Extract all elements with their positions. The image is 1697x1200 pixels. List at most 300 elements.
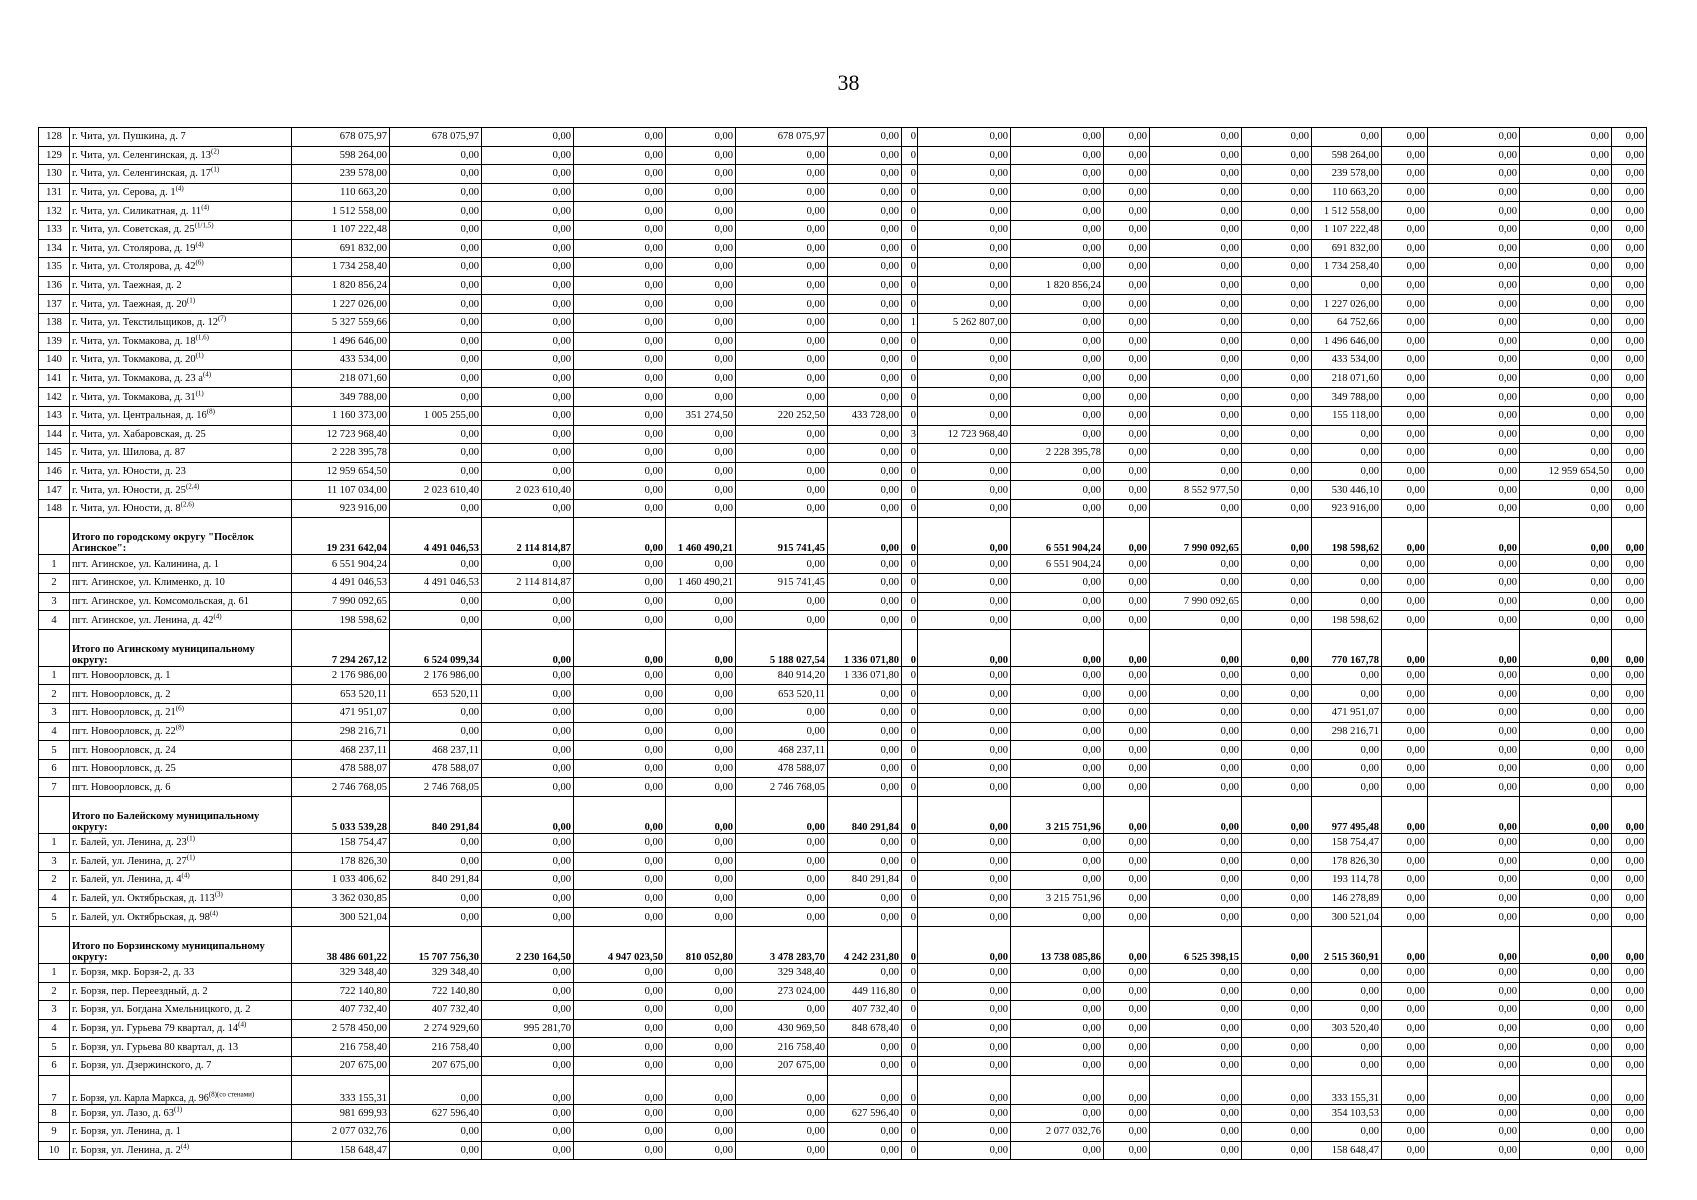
value-cell: 0,00: [1242, 1123, 1312, 1142]
value-cell: 0,00: [1312, 1001, 1382, 1020]
total-label-cell: Итого по Борзинскому муниципальному округу:: [70, 926, 292, 963]
value-cell: 0,00: [1150, 499, 1242, 518]
value-cell: 0,00: [390, 295, 482, 314]
budget-table: [38, 127, 1647, 1160]
value-cell: 468 237,11: [390, 741, 482, 760]
value-cell: 6 551 904,24: [1011, 518, 1104, 555]
value-cell: 0,00: [1428, 165, 1520, 184]
value-cell: 218 071,60: [292, 369, 390, 388]
value-cell: 2 023 610,40: [482, 481, 574, 500]
value-cell: 0,00: [828, 1075, 902, 1104]
value-cell: 7 990 092,65: [1150, 592, 1242, 611]
address-cell: г. Борзя, пер. Переездный, д. 2: [70, 982, 292, 1001]
value-cell: 0,00: [1011, 759, 1104, 778]
value-cell: 146 278,89: [1312, 889, 1382, 908]
value-cell: 0,00: [1612, 574, 1647, 593]
value-cell: 0,00: [1520, 369, 1612, 388]
value-cell: 0,00: [390, 146, 482, 165]
value-cell: 0,00: [1011, 388, 1104, 407]
value-cell: 300 521,04: [1312, 908, 1382, 927]
value-cell: 0,00: [1312, 425, 1382, 444]
value-cell: 0,00: [482, 1104, 574, 1123]
row-number-cell: 139: [39, 332, 70, 351]
value-cell: 1: [902, 313, 918, 332]
value-cell: 0,00: [1382, 555, 1428, 574]
value-cell: 0,00: [736, 1104, 828, 1123]
row-number-cell: [39, 797, 70, 834]
address-cell: г. Чита, ул. Текстильщиков, д. 12$^{(7)}$: [70, 313, 292, 332]
value-cell: 0: [902, 406, 918, 425]
value-cell: 0,00: [1520, 685, 1612, 704]
value-cell: 5 188 027,54: [736, 629, 828, 666]
value-cell: 0,00: [918, 239, 1011, 258]
value-cell: 0,00: [1428, 1038, 1520, 1057]
value-cell: 0,00: [1242, 499, 1312, 518]
value-cell: 691 832,00: [1312, 239, 1382, 258]
value-cell: 0,00: [574, 295, 666, 314]
value-cell: 2 746 768,05: [736, 778, 828, 797]
value-cell: 0,00: [828, 1141, 902, 1160]
value-cell: 1 460 490,21: [666, 574, 736, 593]
value-cell: 0,00: [482, 425, 574, 444]
value-cell: 0,00: [666, 258, 736, 277]
value-cell: 0: [902, 518, 918, 555]
table-row: [39, 332, 1647, 351]
value-cell: 0: [902, 239, 918, 258]
value-cell: 0,00: [918, 1056, 1011, 1075]
table-row: [39, 444, 1647, 463]
value-cell: 0,00: [1612, 518, 1647, 555]
row-number-cell: 7: [39, 778, 70, 797]
value-cell: 840 291,84: [828, 797, 902, 834]
value-cell: 0,00: [1428, 276, 1520, 295]
value-cell: 0,00: [482, 741, 574, 760]
value-cell: 0,00: [1428, 425, 1520, 444]
value-cell: 0,00: [918, 982, 1011, 1001]
value-cell: 0,00: [482, 629, 574, 666]
value-cell: 0,00: [1104, 518, 1150, 555]
footnote-marker: (3): [214, 890, 223, 899]
table-row: [39, 871, 1647, 890]
address-cell: г. Чита, ул. Токмакова, д. 31$^{(1)}$: [70, 388, 292, 407]
value-cell: 0,00: [666, 722, 736, 741]
address-cell: г. Борзя, ул. Гурьева 80 квартал, д. 13: [70, 1038, 292, 1057]
value-cell: 0,00: [918, 462, 1011, 481]
value-cell: 840 291,84: [828, 871, 902, 890]
value-cell: 12 723 968,40: [918, 425, 1011, 444]
value-cell: 0,00: [918, 722, 1011, 741]
footnote-marker: (1): [195, 389, 204, 398]
address-cell: г. Чита, ул. Юности, д. 8$^{(2,6)}$: [70, 499, 292, 518]
value-cell: 0,00: [1612, 258, 1647, 277]
value-cell: 239 578,00: [292, 165, 390, 184]
value-cell: 0,00: [1242, 462, 1312, 481]
value-cell: 0,00: [1242, 592, 1312, 611]
value-cell: 0,00: [918, 351, 1011, 370]
value-cell: 0,00: [1382, 128, 1428, 147]
value-cell: 0,00: [390, 908, 482, 927]
value-cell: 0,00: [1242, 239, 1312, 258]
value-cell: 0,00: [1382, 425, 1428, 444]
value-cell: 0,00: [666, 666, 736, 685]
value-cell: 0: [902, 1141, 918, 1160]
value-cell: 0,00: [828, 852, 902, 871]
value-cell: 2 176 986,00: [390, 666, 482, 685]
value-cell: 0,00: [1428, 1075, 1520, 1104]
value-cell: 0,00: [1242, 518, 1312, 555]
value-cell: 329 348,40: [390, 963, 482, 982]
value-cell: 0,00: [1104, 982, 1150, 1001]
value-cell: 0,00: [1612, 481, 1647, 500]
value-cell: 207 675,00: [390, 1056, 482, 1075]
address-cell: г. Борзя, ул. Карла Маркса, д. $96^{(8)(со стенами)}$: [70, 1075, 292, 1104]
value-cell: 0,00: [828, 889, 902, 908]
value-cell: 0,00: [1312, 685, 1382, 704]
table-row: [39, 1104, 1647, 1123]
footnote-marker: (1): [186, 296, 196, 305]
value-cell: 0,00: [482, 685, 574, 704]
value-cell: 0,00: [390, 834, 482, 853]
value-cell: 0,00: [1612, 1104, 1647, 1123]
value-cell: 0,00: [1011, 1056, 1104, 1075]
value-cell: 0,00: [482, 462, 574, 481]
value-cell: 0,00: [390, 592, 482, 611]
row-number-cell: 9: [39, 1123, 70, 1142]
table-body: [39, 128, 1647, 1160]
value-cell: 0,00: [828, 332, 902, 351]
value-cell: 329 348,40: [736, 963, 828, 982]
value-cell: 0,00: [482, 1038, 574, 1057]
value-cell: 0,00: [1520, 778, 1612, 797]
value-cell: 0,00: [482, 239, 574, 258]
value-cell: 0,00: [918, 1075, 1011, 1104]
value-cell: 0,00: [918, 852, 1011, 871]
value-cell: 0,00: [1242, 1075, 1312, 1104]
page-number: 38: [837, 70, 860, 95]
footnote-marker: (1,6): [195, 333, 209, 342]
value-cell: 0,00: [1520, 555, 1612, 574]
address-cell: г. Чита, ул. Силикатная, д. 11$^{(4)}$: [70, 202, 292, 221]
value-cell: 0: [902, 871, 918, 890]
value-cell: 0,00: [666, 332, 736, 351]
value-cell: 0,00: [1612, 778, 1647, 797]
footnote-marker: (8): [175, 723, 184, 732]
footnote-marker: (6): [195, 258, 204, 267]
value-cell: 0,00: [390, 369, 482, 388]
value-cell: 0,00: [918, 1038, 1011, 1057]
value-cell: 0,00: [390, 1075, 482, 1104]
table-row: [39, 666, 1647, 685]
row-number-cell: 2: [39, 982, 70, 1001]
value-cell: 0,00: [1011, 239, 1104, 258]
value-cell: 0,00: [482, 220, 574, 239]
value-cell: 0: [902, 982, 918, 1001]
value-cell: 0,00: [1011, 834, 1104, 853]
value-cell: 0,00: [666, 276, 736, 295]
value-cell: 0,00: [574, 834, 666, 853]
value-cell: 0,00: [666, 871, 736, 890]
value-cell: 0,00: [1011, 592, 1104, 611]
value-cell: 0,00: [1428, 444, 1520, 463]
value-cell: 0,00: [828, 963, 902, 982]
address-cell: г. Чита, ул. Таежная, д. 2: [70, 276, 292, 295]
value-cell: 0,00: [390, 258, 482, 277]
footnote-marker: (2): [211, 147, 220, 156]
value-cell: 2 274 929,60: [390, 1019, 482, 1038]
address-cell: пгт. Новоорловск, д. 24: [70, 741, 292, 760]
value-cell: 0,00: [1242, 165, 1312, 184]
value-cell: 0,00: [1011, 295, 1104, 314]
value-cell: 0,00: [1520, 295, 1612, 314]
value-cell: 0,00: [736, 1123, 828, 1142]
value-cell: 0,00: [736, 704, 828, 723]
value-cell: 0: [902, 685, 918, 704]
value-cell: 0,00: [1242, 146, 1312, 165]
value-cell: 0,00: [1428, 481, 1520, 500]
address-cell: г. Борзя, ул. Лазо, д. 63$^{(1)}$: [70, 1104, 292, 1123]
value-cell: 0: [902, 852, 918, 871]
row-number-cell: 2: [39, 574, 70, 593]
value-cell: 471 951,07: [1312, 704, 1382, 723]
value-cell: 2 228 395,78: [292, 444, 390, 463]
row-number-cell: 8: [39, 1104, 70, 1123]
value-cell: 0: [902, 704, 918, 723]
value-cell: 0,00: [666, 685, 736, 704]
value-cell: 0,00: [1612, 629, 1647, 666]
value-cell: 349 788,00: [292, 388, 390, 407]
value-cell: 0: [902, 778, 918, 797]
value-cell: 0,00: [1242, 741, 1312, 760]
value-cell: 407 732,40: [390, 1001, 482, 1020]
value-cell: 0,00: [1428, 1123, 1520, 1142]
value-cell: 0,00: [918, 146, 1011, 165]
value-cell: 0,00: [1104, 481, 1150, 500]
value-cell: 0,00: [1382, 778, 1428, 797]
value-cell: 0,00: [736, 220, 828, 239]
footnote-marker: (4): [181, 871, 190, 880]
value-cell: 0,00: [1104, 852, 1150, 871]
value-cell: 0,00: [1428, 295, 1520, 314]
value-cell: 0,00: [918, 1001, 1011, 1020]
value-cell: 0,00: [918, 611, 1011, 630]
value-cell: 0,00: [1520, 425, 1612, 444]
value-cell: 0,00: [918, 1019, 1011, 1038]
value-cell: 0,00: [574, 722, 666, 741]
table-row: [39, 1001, 1647, 1020]
row-number-cell: 128: [39, 128, 70, 147]
value-cell: 1 033 406,62: [292, 871, 390, 890]
value-cell: 0,00: [574, 574, 666, 593]
value-cell: 0,00: [1150, 258, 1242, 277]
value-cell: 216 758,40: [390, 1038, 482, 1057]
value-cell: 0,00: [1382, 369, 1428, 388]
value-cell: 12 959 654,50: [1520, 462, 1612, 481]
value-cell: 0,00: [1150, 963, 1242, 982]
value-cell: 0,00: [1150, 1038, 1242, 1057]
table-total-row: [39, 518, 1647, 555]
table-row: [39, 741, 1647, 760]
footnote-marker: (2,4): [185, 482, 200, 491]
value-cell: 1 512 558,00: [292, 202, 390, 221]
address-cell: г. Чита, ул. Пушкина, д. 7: [70, 128, 292, 147]
value-cell: 0,00: [736, 239, 828, 258]
row-number-cell: 133: [39, 220, 70, 239]
value-cell: 840 914,20: [736, 666, 828, 685]
value-cell: 1 160 373,00: [292, 406, 390, 425]
value-cell: 4 491 046,53: [390, 574, 482, 593]
value-cell: 0,00: [390, 183, 482, 202]
value-cell: 0: [902, 908, 918, 927]
value-cell: 19 231 642,04: [292, 518, 390, 555]
value-cell: 0,00: [1312, 963, 1382, 982]
address-cell: г. Чита, ул. Юности, д. 25$^{(2,4)}$: [70, 481, 292, 500]
value-cell: 0,00: [666, 592, 736, 611]
value-cell: 0,00: [1312, 276, 1382, 295]
value-cell: 0,00: [1242, 481, 1312, 500]
value-cell: 0,00: [1382, 388, 1428, 407]
value-cell: 0,00: [1104, 258, 1150, 277]
value-cell: 0,00: [482, 202, 574, 221]
value-cell: 0,00: [1242, 406, 1312, 425]
table-row: [39, 406, 1647, 425]
value-cell: 0,00: [482, 592, 574, 611]
value-cell: 0,00: [1382, 518, 1428, 555]
value-cell: 0,00: [1104, 871, 1150, 890]
value-cell: 0,00: [482, 258, 574, 277]
value-cell: 0,00: [390, 462, 482, 481]
value-cell: 0,00: [1520, 388, 1612, 407]
value-cell: 0,00: [1612, 926, 1647, 963]
value-cell: 0,00: [482, 165, 574, 184]
value-cell: 0,00: [1242, 871, 1312, 890]
value-cell: 1 005 255,00: [390, 406, 482, 425]
value-cell: 0,00: [1382, 722, 1428, 741]
table-row: [39, 1123, 1647, 1142]
row-number-cell: 136: [39, 276, 70, 295]
value-cell: 0: [902, 295, 918, 314]
value-cell: 0,00: [574, 183, 666, 202]
value-cell: 0,00: [1612, 351, 1647, 370]
value-cell: 0,00: [918, 1123, 1011, 1142]
value-cell: 0,00: [1150, 128, 1242, 147]
value-cell: 0,00: [1150, 351, 1242, 370]
value-cell: 0,00: [1382, 963, 1428, 982]
value-cell: 0,00: [736, 1141, 828, 1160]
value-cell: 0,00: [1428, 982, 1520, 1001]
value-cell: 0,00: [574, 351, 666, 370]
value-cell: 0,00: [1011, 629, 1104, 666]
table-row: [39, 889, 1647, 908]
value-cell: 0: [902, 146, 918, 165]
value-cell: 0,00: [1011, 666, 1104, 685]
value-cell: 0,00: [574, 685, 666, 704]
footnote-marker: (7): [217, 314, 227, 323]
value-cell: 0,00: [1428, 202, 1520, 221]
value-cell: 0,00: [1150, 871, 1242, 890]
value-cell: 0,00: [1242, 629, 1312, 666]
value-cell: 0,00: [828, 295, 902, 314]
value-cell: 0: [902, 666, 918, 685]
row-number-cell: 137: [39, 295, 70, 314]
value-cell: 0,00: [1104, 388, 1150, 407]
value-cell: 0,00: [1520, 128, 1612, 147]
value-cell: 0,00: [1612, 908, 1647, 927]
value-cell: 0,00: [482, 889, 574, 908]
value-cell: 0,00: [1242, 611, 1312, 630]
value-cell: 0,00: [390, 313, 482, 332]
table-row: [39, 611, 1647, 630]
value-cell: 0,00: [918, 1141, 1011, 1160]
table-row: [39, 499, 1647, 518]
value-cell: 0,00: [482, 759, 574, 778]
total-label-cell: Итого по Агинскому муниципальному округу:: [70, 629, 292, 666]
address-cell: г. Борзя, ул. Гурьева 79 квартал, д. 14$^{(4)}$: [70, 1019, 292, 1038]
value-cell: 0,00: [574, 388, 666, 407]
value-cell: 0,00: [390, 499, 482, 518]
value-cell: 0,00: [828, 258, 902, 277]
value-cell: 2 230 164,50: [482, 926, 574, 963]
address-cell: г. Балей, ул. Октябрьская, д. 98$^{(4)}$: [70, 908, 292, 927]
value-cell: 0,00: [482, 852, 574, 871]
value-cell: 0,00: [1428, 1141, 1520, 1160]
value-cell: 7 990 092,65: [1150, 518, 1242, 555]
row-number-cell: [39, 926, 70, 963]
value-cell: 0,00: [1242, 797, 1312, 834]
value-cell: 0,00: [1011, 1104, 1104, 1123]
value-cell: 0: [902, 592, 918, 611]
value-cell: 0,00: [1428, 313, 1520, 332]
row-number-cell: 2: [39, 871, 70, 890]
value-cell: 0,00: [1382, 351, 1428, 370]
table-row: [39, 778, 1647, 797]
value-cell: 0,00: [1011, 1075, 1104, 1104]
table-row: [39, 313, 1647, 332]
value-cell: 0,00: [574, 1075, 666, 1104]
value-cell: 0,00: [1104, 611, 1150, 630]
value-cell: 0,00: [390, 889, 482, 908]
value-cell: 0,00: [1520, 852, 1612, 871]
value-cell: 0,00: [828, 388, 902, 407]
value-cell: 0,00: [1520, 1123, 1612, 1142]
value-cell: 0,00: [482, 1141, 574, 1160]
value-cell: 0,00: [482, 146, 574, 165]
row-number-cell: 1: [39, 666, 70, 685]
value-cell: 0,00: [1312, 592, 1382, 611]
value-cell: 3 362 030,85: [292, 889, 390, 908]
value-cell: 0,00: [1382, 574, 1428, 593]
value-cell: 0,00: [1520, 629, 1612, 666]
value-cell: 0,00: [1428, 518, 1520, 555]
table-row: [39, 369, 1647, 388]
value-cell: 0,00: [390, 1141, 482, 1160]
value-cell: 0,00: [1011, 128, 1104, 147]
value-cell: 0,00: [1150, 722, 1242, 741]
value-cell: 0,00: [1150, 982, 1242, 1001]
value-cell: 0,00: [1382, 258, 1428, 277]
value-cell: 0,00: [1520, 313, 1612, 332]
value-cell: 0,00: [1104, 555, 1150, 574]
value-cell: 0,00: [666, 1104, 736, 1123]
value-cell: 0,00: [1428, 369, 1520, 388]
value-cell: 329 348,40: [292, 963, 390, 982]
value-cell: 0,00: [666, 1075, 736, 1104]
value-cell: 0,00: [1242, 889, 1312, 908]
address-cell: г. Балей, ул. Ленина, д. 27$^{(1)}$: [70, 852, 292, 871]
value-cell: 0,00: [1382, 1075, 1428, 1104]
value-cell: 0,00: [1520, 741, 1612, 760]
address-cell: пгт. Агинское, ул. Калинина, д. 1: [70, 555, 292, 574]
value-cell: 0,00: [574, 666, 666, 685]
